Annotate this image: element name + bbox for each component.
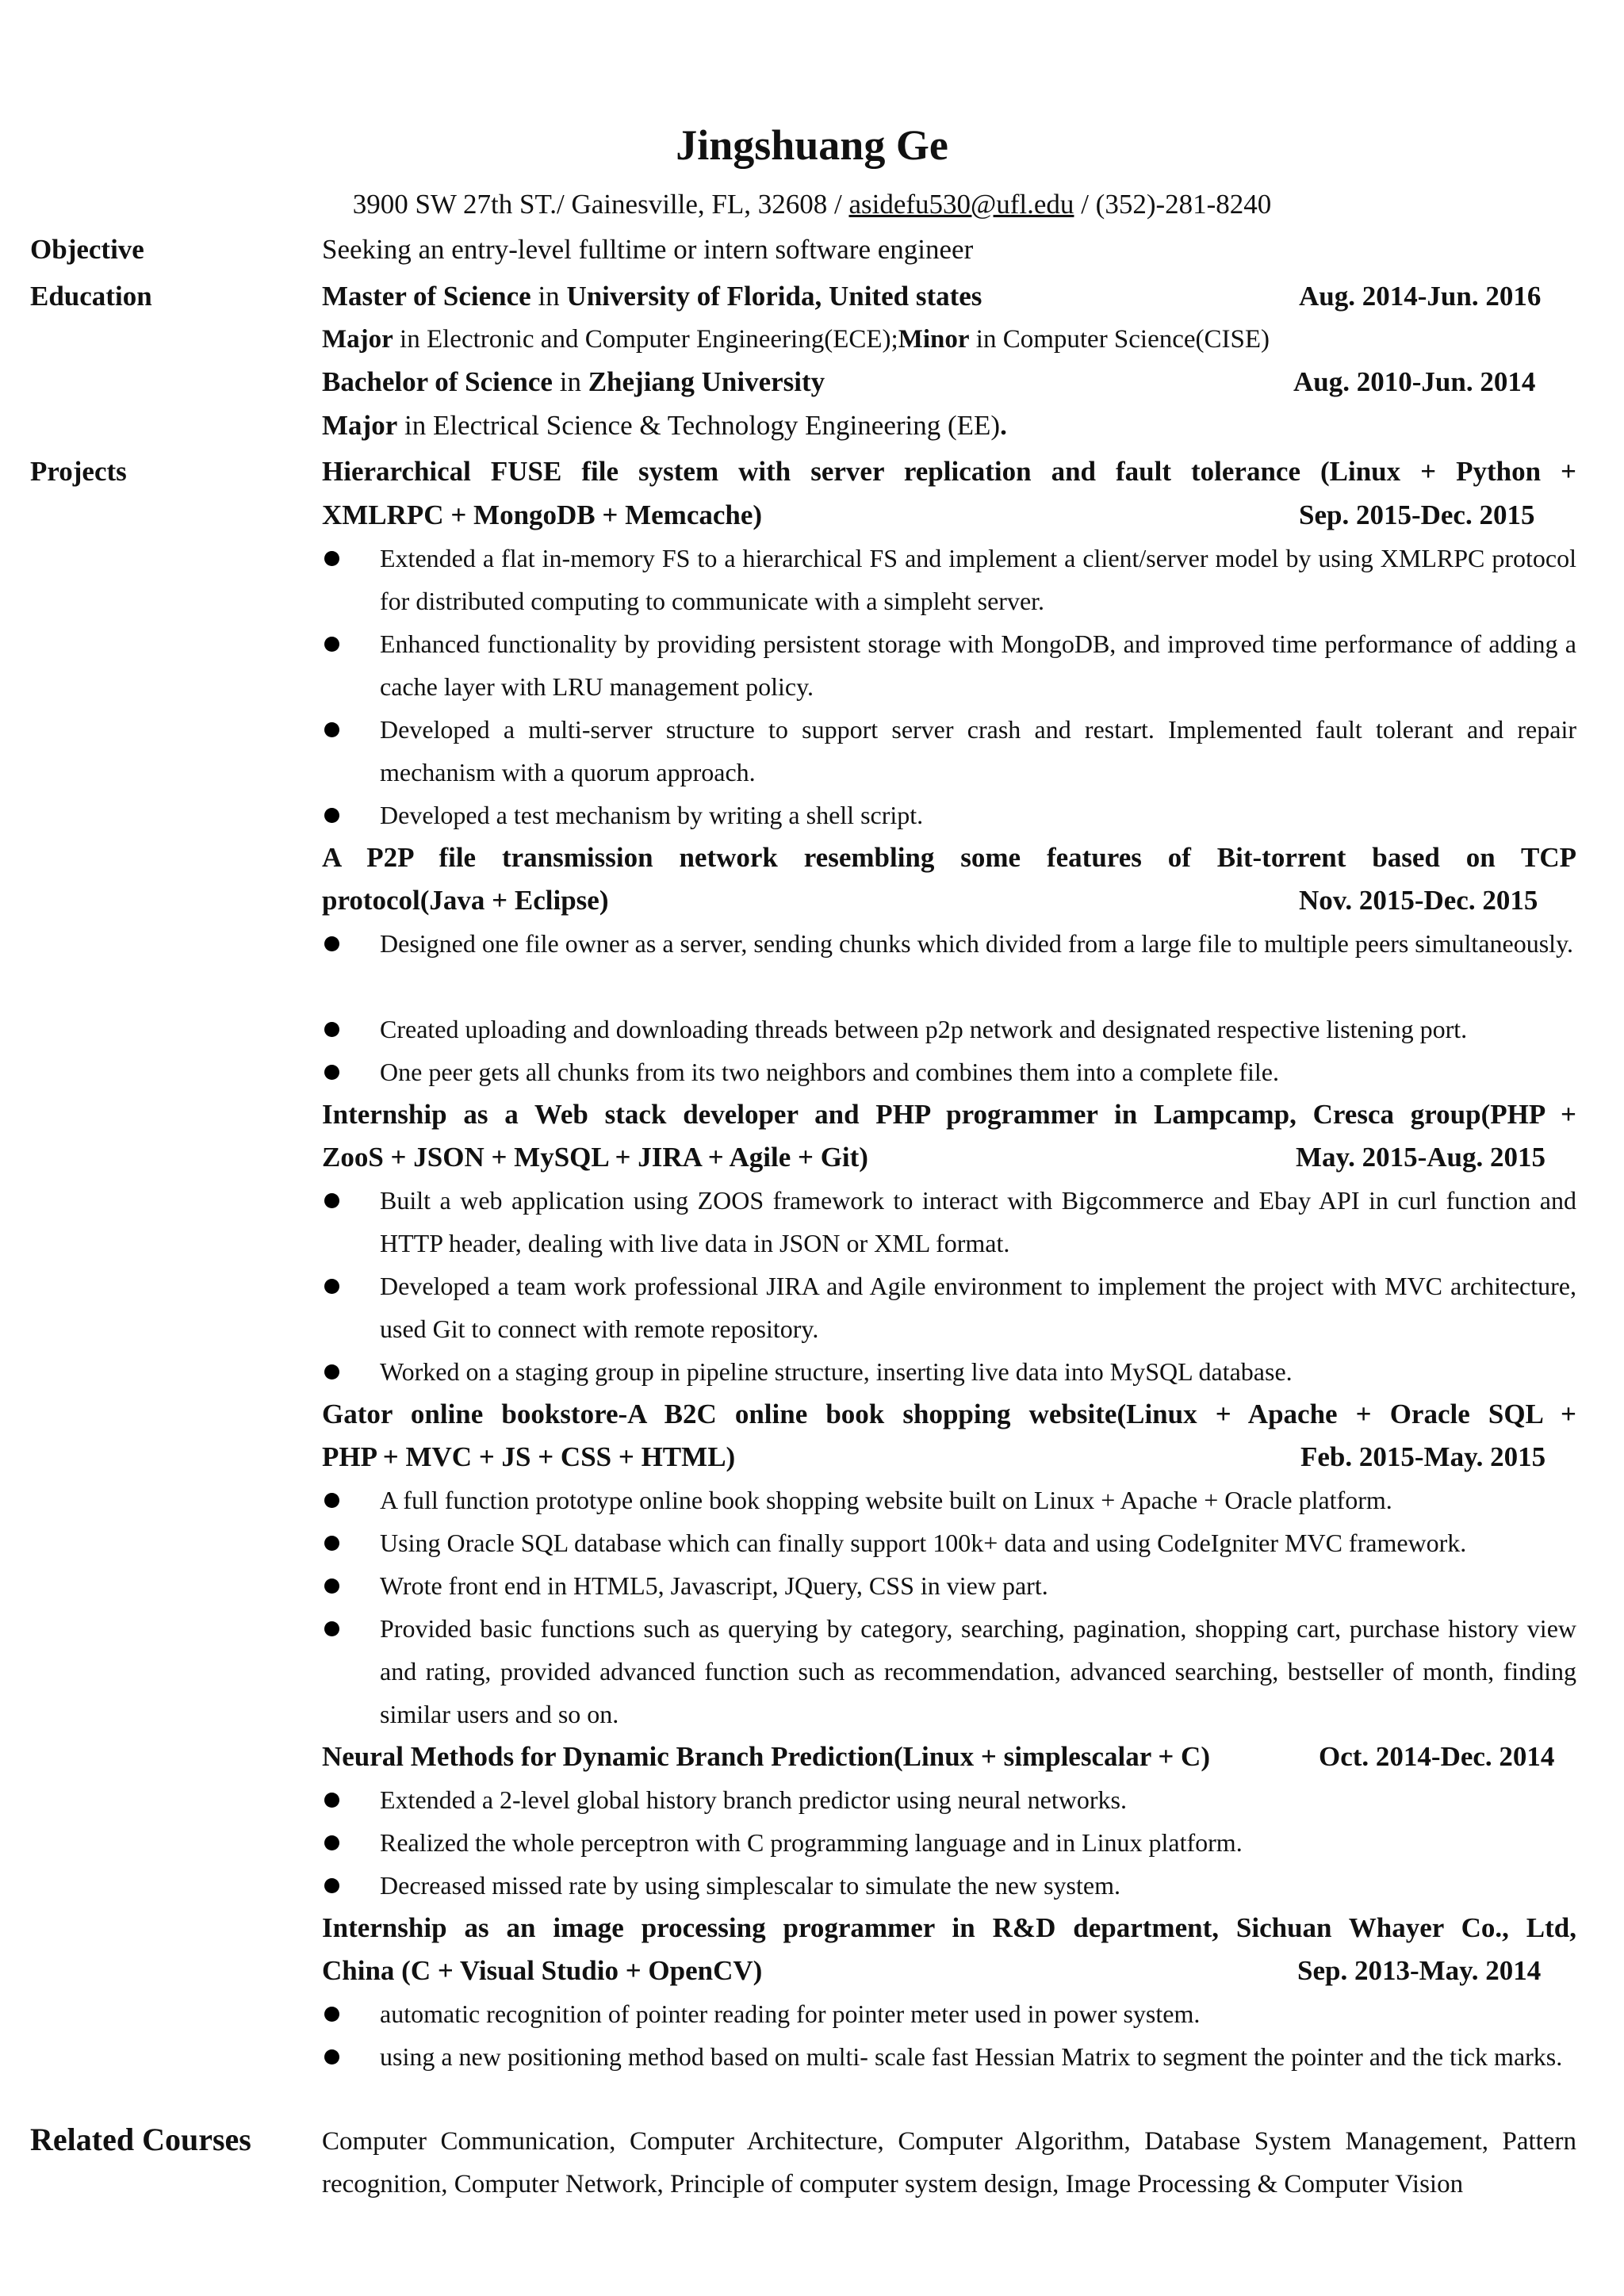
email-link[interactable]: asidefu530@ufl.edu [848, 189, 1074, 220]
bullet-text: One peer gets all chunks from its two neighbors and combines them into a complete file. [380, 1058, 1279, 1086]
major-label: Major [322, 410, 398, 441]
major-label: Major [322, 325, 393, 354]
project-title: Hierarchical FUSE file system with server replication and fault tolerance (Linux + Python + [322, 456, 1576, 487]
bullet-icon [324, 1878, 339, 1893]
project-tech: PHP + MVC + JS + CSS + HTML) [322, 1441, 736, 1472]
bullet-text: automatic recognition of pointer reading for pointer meter used in power system. [380, 1999, 1201, 2028]
education-bachelor-major [322, 404, 1576, 447]
project-tech: ZooS + JSON + MySQL + JIRA + Agile + Git) [322, 1142, 868, 1173]
bullet-text: using a new positioning method based on multi- scale fast Hessian Matrix to segment the pointer and the tick marks. [380, 2042, 1563, 2071]
project-date: Feb. 2015-May. 2015 [1300, 1441, 1546, 1472]
degree: Master of Science [322, 281, 531, 312]
project-title-cont [322, 1436, 1576, 1479]
bullet-icon [324, 1065, 339, 1080]
bullet-text: Extended a 2-level global history branch predictor using neural networks. [380, 1785, 1127, 1814]
bullet-text: Developed a team work professional JIRA and Agile environment to implement the project with MVC architecture, used Git to connect with remote repository. [380, 1272, 1576, 1343]
resume-name: Jingshuang Ge [676, 121, 948, 169]
project-title: Internship as a Web stack developer and PHP programmer in Lampcamp, Cresca group(PHP + [322, 1099, 1576, 1130]
bullet-icon [324, 2049, 339, 2064]
bullet-text: Built a web application using ZOOS framework to interact with Bigcommerce and Ebay API in curl function and HTTP header, dealing with live data in JSON or XML format. [380, 1186, 1576, 1257]
bullet-text: Extended a flat in-memory FS to a hierarchical FS and implement a client/server model by using XMLRPC protocol for distributed computing to communicate with a simpleht server. [380, 544, 1576, 615]
section-label-courses: Related Courses [30, 2122, 251, 2157]
project-title: Gator online bookstore-A B2C online book shopping website(Linux + Apache + Oracle SQL + [322, 1399, 1576, 1429]
project-tech: protocol(Java + Eclipse) [322, 885, 609, 916]
bullet-icon [324, 1621, 339, 1636]
bullet-text: Developed a multi-server structure to support server crash and restart. Implemented fault tolerant and repair mechanism with a quorum approach. [380, 715, 1576, 786]
project-date: May. 2015-Aug. 2015 [1296, 1142, 1545, 1173]
bullet-text: Provided basic functions such as querying by category, searching, pagination, shopping cart, purchase history view and rating, provided advanced function such as recommendation, advanced searching, bestseller of month, finding similar users and so on. [380, 1614, 1576, 1728]
bullet-icon [324, 1279, 339, 1294]
bullet-icon [324, 1022, 339, 1037]
connector: in [552, 366, 588, 397]
project-date: Oct. 2014-Dec. 2014 [1319, 1741, 1555, 1772]
project-date: Nov. 2015-Dec. 2015 [1299, 885, 1538, 916]
phone: / (352)-281-8240 [1074, 189, 1272, 220]
project-title-text: Neural Methods for Dynamic Branch Prediction(Linux + simplescalar + C) [322, 1741, 1210, 1772]
bullet-icon [324, 1578, 339, 1594]
major-end: . [1000, 410, 1007, 441]
school: University of Florida, United states [566, 281, 982, 312]
bullet-text: A full function prototype online book shopping website built on Linux + Apache + Oracle platform. [380, 1486, 1392, 1514]
bullet-icon [324, 722, 339, 737]
bullet-text: Enhanced functionality by providing persistent storage with MongoDB, and improved time performance of adding a cache layer with LRU management policy. [380, 629, 1576, 701]
section-label-education: Education [30, 281, 152, 312]
bullet-icon [324, 808, 339, 823]
address: 3900 SW 27th ST./ Gainesville, FL, 32608 / [352, 189, 849, 220]
project-date: Sep. 2013-May. 2014 [1297, 1955, 1542, 1986]
bullet-icon [324, 1493, 339, 1508]
bullet-text: Designed one file owner as a server, sending chunks which divided from a large file to multiple peers simultaneously. [380, 929, 1573, 958]
edu-date: Aug. 2014-Jun. 2016 [1299, 281, 1542, 312]
project-title: Internship as an image processing programmer in R&D department, Sichuan Whayer Co., Ltd, [322, 1912, 1576, 1943]
bullet-text: Developed a test mechanism by writing a shell script. [380, 801, 924, 829]
major-text: in Electrical Science & Technology Engineering (EE) [397, 410, 1001, 441]
project-tech: XMLRPC + MongoDB + Memcache) [322, 499, 763, 530]
project-title [322, 1735, 1576, 1778]
education-bachelor [322, 361, 1576, 404]
bullet-icon [324, 936, 339, 951]
project-title: A P2P file transmission network resembling some features of Bit-torrent based on TCP [322, 842, 1576, 873]
bullet-icon [324, 1364, 339, 1380]
education-master-major [322, 318, 1576, 361]
bullet-icon [324, 551, 339, 566]
degree: Bachelor of Science [322, 366, 553, 397]
minor-text: in Computer Science(CISE) [969, 325, 1270, 354]
project-date: Sep. 2015-Dec. 2015 [1299, 499, 1535, 530]
connector: in [530, 281, 567, 312]
bullet-icon [324, 637, 339, 652]
major-text: in Electronic and Computer Engineering(ECE); [393, 325, 898, 354]
section-label-objective: Objective [30, 234, 144, 265]
bullet-icon [324, 1835, 339, 1850]
bullet-text: Decreased missed rate by using simplescalar to simulate the new system. [380, 1871, 1120, 1900]
courses-text: Computer Communication, Computer Architecture, Computer Algorithm, Database System Management, Pattern recognition, Computer Network, Principle of computer system design, Image Processing & Computer Vision [322, 2127, 1576, 2198]
minor-label: Minor [898, 325, 970, 354]
contact-line [0, 185, 1624, 224]
bullet-text: Worked on a staging group in pipeline structure, inserting live data into MySQL database. [380, 1357, 1293, 1386]
project-title-cont [322, 494, 1576, 537]
bullet-text: Using Oracle SQL database which can finally support 100k+ data and using CodeIgniter MVC framework. [380, 1529, 1467, 1557]
edu-date: Aug. 2010-Jun. 2014 [1293, 366, 1536, 397]
bullet-icon [324, 1793, 339, 1808]
school: Zhejiang University [588, 366, 825, 397]
bullet-text: Wrote front end in HTML5, Javascript, JQuery, CSS in view part. [380, 1571, 1048, 1600]
project-title-cont [322, 1136, 1576, 1179]
bullet-icon [324, 1193, 339, 1208]
section-label-projects: Projects [30, 456, 127, 487]
bullet-icon [324, 2007, 339, 2022]
bullet-text: Realized the whole perceptron with C programming language and in Linux platform. [380, 1828, 1243, 1857]
education-master [322, 275, 1576, 318]
project-title-cont [322, 1950, 1576, 1992]
bullet-icon [324, 1536, 339, 1551]
project-tech: China (C + Visual Studio + OpenCV) [322, 1955, 763, 1986]
bullet-text: Created uploading and downloading threads between p2p network and designated respective listening port. [380, 1015, 1468, 1043]
objective-text: Seeking an entry-level fulltime or intern software engineer [322, 234, 974, 265]
project-title-cont [322, 879, 1576, 922]
